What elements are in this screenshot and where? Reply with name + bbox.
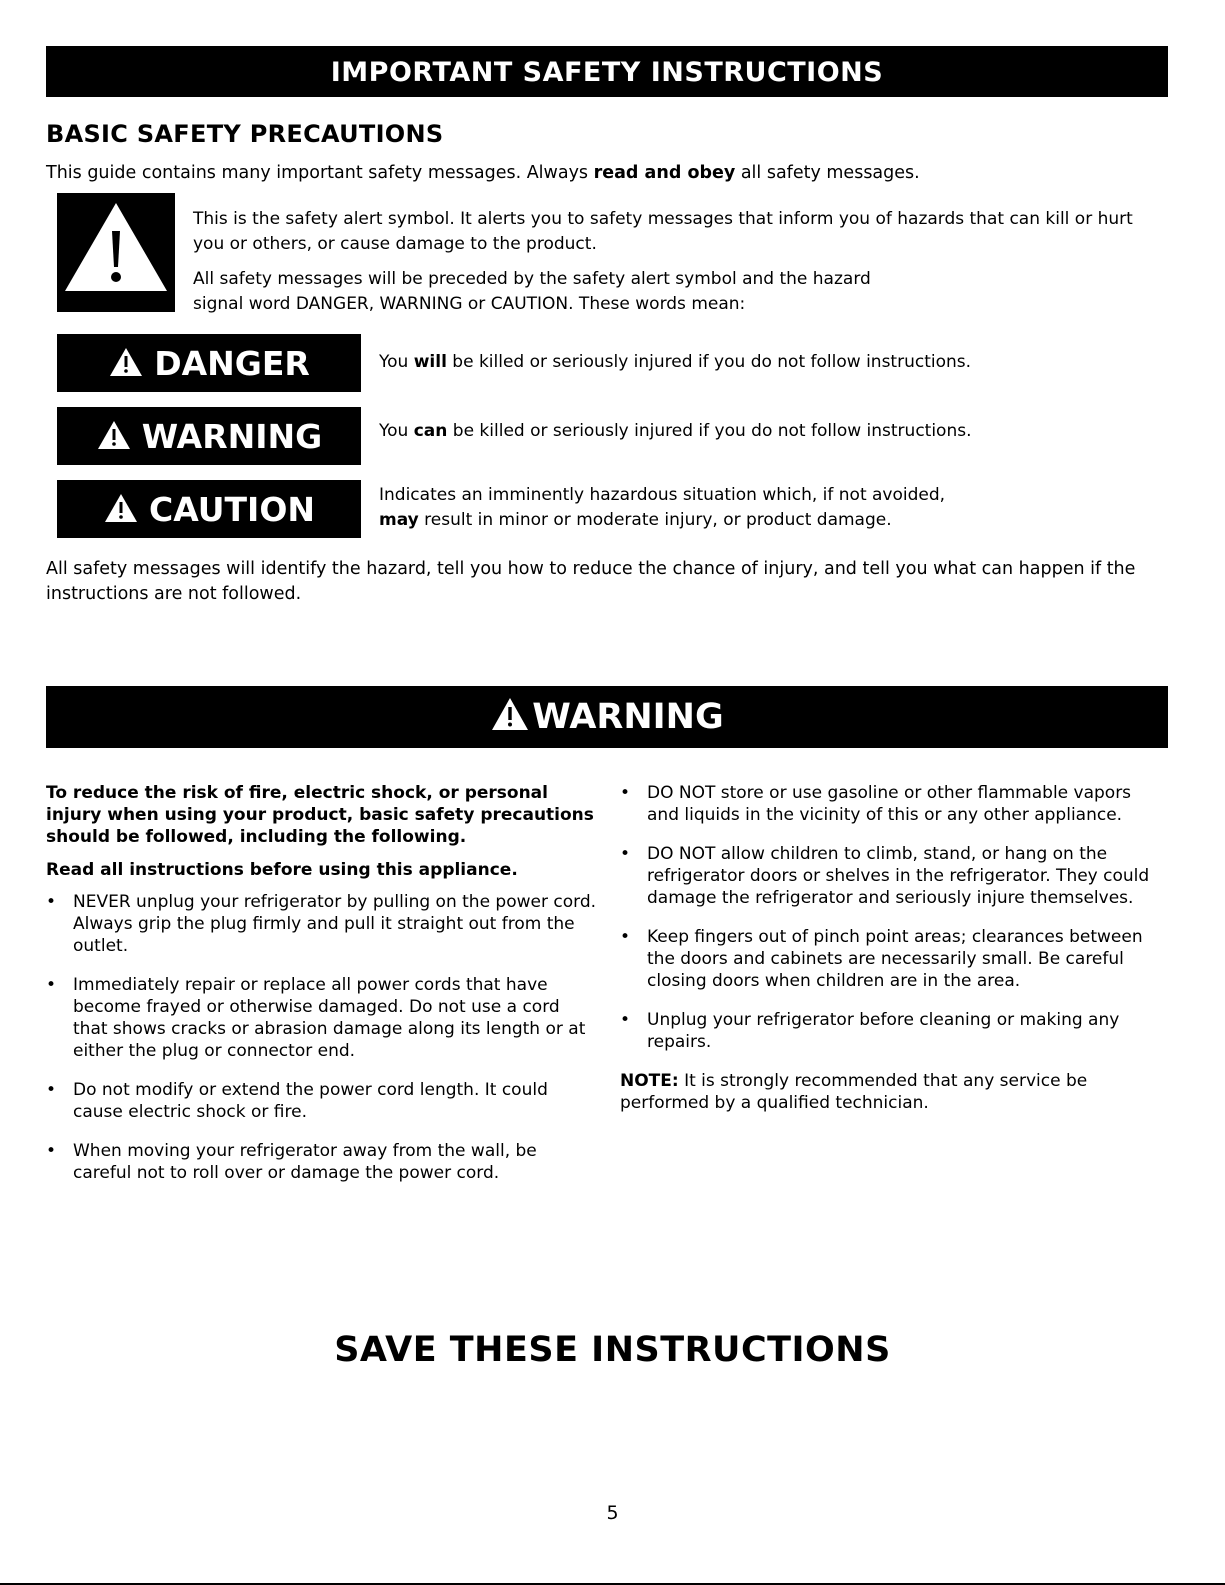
intro-text-bold: read and obey bbox=[593, 163, 736, 183]
note-label: NOTE: bbox=[620, 1071, 679, 1091]
caution-alert-icon bbox=[103, 492, 139, 524]
list-item-text: When moving your refrigerator away from the wall, be careful not to roll over or damage the power cord. bbox=[73, 1141, 537, 1183]
intro-text-after: all safety messages. bbox=[735, 163, 920, 183]
page-number: 5 bbox=[606, 1502, 619, 1524]
alert-symbol-description: This is the safety alert symbol. It alerts you to safety messages that inform you of hazards that can kill or hurt you or others, or cause damage to the product. bbox=[193, 209, 1133, 254]
note-text: It is strongly recommended that any service be performed by a qualified technician. bbox=[620, 1071, 1088, 1113]
header-banner bbox=[46, 46, 1168, 97]
list-item bbox=[46, 974, 596, 1062]
bullet-icon: • bbox=[620, 927, 631, 947]
service-note bbox=[620, 1070, 1168, 1114]
list-item bbox=[46, 1079, 596, 1123]
warning-label-text: WARNING bbox=[141, 417, 323, 456]
warning-signal-label bbox=[57, 407, 361, 465]
warning-meaning-after: be killed or seriously injured if you do not follow instructions. bbox=[447, 421, 972, 441]
caution-meaning-line-1: Indicates an imminently hazardous situation which, if not avoided, bbox=[379, 485, 946, 505]
bullet-icon: • bbox=[620, 844, 631, 864]
warning-meaning-before: You bbox=[379, 421, 414, 441]
danger-meaning-bold: will bbox=[413, 352, 447, 372]
list-item-text: DO NOT store or use gasoline or other flammable vapors and liquids in the vicinity of this or any other appliance. bbox=[647, 783, 1132, 825]
list-item-text: Keep fingers out of pinch point areas; clearances between the doors and cabinets are necessarily small. Be careful closing doors when children are in the area. bbox=[647, 927, 1143, 991]
general-safety-text: All safety messages will identify the hazard, tell you how to reduce the chance of injury, and tell you what can happen if the instructions are not followed. bbox=[46, 559, 1136, 604]
danger-label-text: DANGER bbox=[154, 344, 310, 383]
list-item bbox=[620, 782, 1168, 826]
page-title: IMPORTANT SAFETY INSTRUCTIONS bbox=[330, 57, 884, 88]
caution-meaning bbox=[379, 483, 1159, 533]
warning-banner bbox=[46, 686, 1168, 748]
list-item-text: Do not modify or extend the power cord length. It could cause electric shock or fire. bbox=[73, 1080, 548, 1122]
caution-label-text: CAUTION bbox=[149, 490, 315, 529]
list-item bbox=[620, 926, 1168, 992]
caution-signal-label bbox=[57, 480, 361, 538]
risk-reduction-lead: To reduce the risk of fire, electric shock, or personal injury when using your product, basic safety precautions should be followed, including the following. bbox=[46, 783, 594, 847]
warning-alert-icon bbox=[96, 419, 132, 451]
intro-text-before: This guide contains many important safety messages. Always bbox=[46, 163, 594, 183]
intro-text bbox=[46, 163, 920, 183]
list-item-text: Unplug your refrigerator before cleaning or making any repairs. bbox=[647, 1010, 1120, 1052]
danger-meaning bbox=[379, 350, 1159, 375]
caution-meaning-after: result in minor or moderate injury, or product damage. bbox=[418, 510, 892, 530]
bullet-icon: • bbox=[46, 1141, 57, 1161]
warning-meaning bbox=[379, 419, 1159, 444]
caution-meaning-line-2 bbox=[379, 508, 1159, 533]
danger-alert-icon bbox=[108, 346, 144, 378]
right-bullet-list bbox=[620, 782, 1168, 1053]
list-item bbox=[46, 1140, 596, 1184]
safety-alert-triangle-icon bbox=[57, 193, 175, 312]
caution-meaning-bold: may bbox=[379, 510, 419, 530]
list-item bbox=[620, 843, 1168, 909]
warning-meaning-bold: can bbox=[413, 421, 448, 441]
list-item-text: DO NOT allow children to climb, stand, or hang on the refrigerator doors or shelves in the refrigerator. They could damage the refrigerator and seriously injure themselves. bbox=[647, 844, 1150, 908]
save-instructions-heading: SAVE THESE INSTRUCTIONS bbox=[334, 1330, 891, 1370]
list-item-text: Immediately repair or replace all power cords that have become frayed or otherwise damaged. Do not use a cord that shows cracks or abrasion damage along its length or at either the plug or connector end. bbox=[73, 975, 586, 1061]
list-item-text: NEVER unplug your refrigerator by pulling on the power cord. Always grip the plug firmly and pull it straight out from the outlet. bbox=[73, 892, 597, 956]
signal-description-line-1: All safety messages will be preceded by the safety alert symbol and the hazard bbox=[193, 269, 871, 289]
danger-meaning-before: You bbox=[379, 352, 414, 372]
left-bullet-list bbox=[46, 891, 596, 1184]
bullet-icon: • bbox=[620, 1010, 631, 1030]
bullet-icon: • bbox=[46, 892, 57, 912]
warning-banner-label: WARNING bbox=[532, 697, 724, 737]
left-column bbox=[46, 782, 596, 1201]
section-title: BASIC SAFETY PRECAUTIONS bbox=[46, 120, 444, 148]
read-all-instructions: Read all instructions before using this appliance. bbox=[46, 860, 518, 880]
list-item bbox=[620, 1009, 1168, 1053]
bullet-icon: • bbox=[46, 975, 57, 995]
bullet-icon: • bbox=[620, 783, 631, 803]
right-column bbox=[620, 782, 1168, 1114]
alert-symbol-signal-description bbox=[193, 267, 1168, 317]
danger-signal-label bbox=[57, 334, 361, 392]
signal-description-line-2: signal word DANGER, WARNING or CAUTION. These words mean: bbox=[193, 294, 746, 314]
warning-banner-alert-icon bbox=[490, 696, 530, 732]
list-item bbox=[46, 891, 596, 957]
bullet-icon: • bbox=[46, 1080, 57, 1100]
danger-meaning-after: be killed or seriously injured if you do not follow instructions. bbox=[446, 352, 972, 372]
